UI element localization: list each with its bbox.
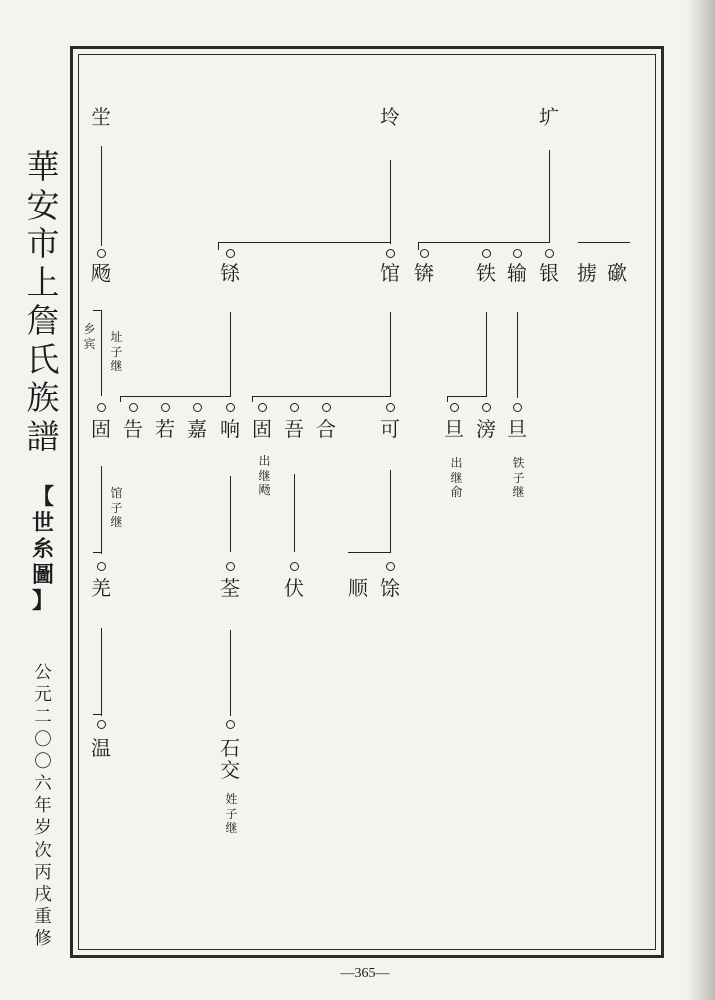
line-h: [418, 242, 550, 243]
circle-marker: [290, 403, 299, 412]
line-v: [390, 160, 391, 244]
circle-marker: [322, 403, 331, 412]
person-gen3: 合: [316, 417, 336, 441]
line-v: [390, 470, 391, 552]
circle-marker: [482, 403, 491, 412]
person-gen5: 温: [91, 736, 111, 760]
circle-marker: [450, 403, 459, 412]
circle-marker: [545, 249, 554, 258]
section-bracket-open: 【: [31, 484, 54, 510]
circle-marker: [97, 720, 106, 729]
line-v: [418, 242, 419, 250]
person-gen4: 馀: [380, 576, 400, 600]
revision-date: 公元二〇〇六年岁次丙戌重修: [34, 663, 52, 950]
circle-marker: [420, 249, 429, 258]
circle-marker: [290, 562, 299, 571]
line-h: [348, 552, 391, 553]
person-gen1: 坣: [91, 105, 111, 129]
section-label: [21, 484, 65, 614]
circle-marker: [386, 562, 395, 571]
circle-marker: [482, 249, 491, 258]
person-gen3: 响: [220, 417, 240, 441]
line-h: [120, 396, 231, 397]
circle-marker: [258, 403, 267, 412]
circle-marker: [386, 403, 395, 412]
person-gen3: 嘉: [187, 417, 207, 441]
line-v: [230, 630, 231, 716]
person-gen3: 固: [252, 417, 272, 441]
line-v: [101, 146, 102, 246]
line-v: [517, 312, 518, 398]
line-v: [120, 396, 121, 402]
person-gen2: 银: [539, 261, 559, 285]
line-v: [230, 312, 231, 396]
line-v: [230, 476, 231, 552]
person-gen3: 若: [155, 417, 175, 441]
person-gen4: 伏: [284, 576, 304, 600]
circle-marker: [513, 403, 522, 412]
line-h: [93, 714, 101, 715]
person-gen1: 圹: [539, 105, 559, 129]
circle-marker: [161, 403, 170, 412]
annotation-note: 馆子继: [110, 486, 123, 529]
line-v: [486, 312, 487, 396]
person-gen3: 旦: [444, 417, 464, 441]
line-h: [93, 310, 101, 311]
line-v: [218, 242, 219, 250]
line-v: [101, 310, 102, 396]
annotation-note: 乡宾: [83, 322, 96, 351]
line-v: [294, 474, 295, 552]
circle-marker: [97, 403, 106, 412]
circle-marker: [226, 403, 235, 412]
line-h: [93, 552, 101, 553]
person-gen4: 顺: [348, 576, 368, 600]
annotation-note: 姓子继: [225, 792, 238, 835]
person-gen5: 石交: [220, 736, 240, 782]
inner-frame: [78, 54, 656, 950]
person-gen3: 滂: [476, 417, 496, 441]
line-v: [390, 312, 391, 396]
line-h: [578, 242, 630, 243]
line-v: [101, 466, 102, 554]
person-gen3: 告: [123, 417, 143, 441]
person-gen2: 掳: [577, 261, 597, 285]
person-gen3: 吾: [284, 417, 304, 441]
section-bracket-close: 】: [31, 588, 54, 614]
book-title: 華安市上詹氏族譜: [26, 147, 60, 456]
person-gen2: 铁: [476, 261, 496, 285]
annotation-note: 出继飏: [258, 454, 271, 497]
circle-marker: [97, 249, 106, 258]
annotation-note: 出继俞: [450, 456, 463, 499]
person-gen3: 旦: [507, 417, 527, 441]
person-gen2: 䃢: [607, 261, 627, 285]
circle-marker: [97, 562, 106, 571]
line-v: [447, 396, 448, 402]
line-v: [101, 628, 102, 716]
line-h: [252, 396, 391, 397]
circle-marker: [386, 249, 395, 258]
page-number: —365—: [340, 966, 390, 981]
circle-marker: [226, 562, 235, 571]
page-edge-shadow: [687, 0, 715, 1000]
person-gen2: 馆: [380, 261, 400, 285]
person-gen4: 羌: [91, 576, 111, 600]
annotation-note: 址子继: [110, 330, 123, 373]
circle-marker: [129, 403, 138, 412]
circle-marker: [193, 403, 202, 412]
person-gen3: 可: [380, 417, 400, 441]
section-title: 世糸圖: [31, 510, 54, 588]
person-gen2: 铩: [220, 261, 240, 285]
line-h: [218, 242, 391, 243]
person-gen3: 固: [91, 417, 111, 441]
person-gen4: 荃: [220, 576, 240, 600]
person-gen2: 飏: [91, 261, 111, 285]
line-v: [252, 396, 253, 402]
person-gen1: 坽: [380, 105, 400, 129]
circle-marker: [226, 249, 235, 258]
person-gen2: 输: [507, 261, 527, 285]
line-h: [447, 396, 487, 397]
circle-marker: [226, 720, 235, 729]
person-gen2: 锛: [414, 261, 434, 285]
line-v: [549, 150, 550, 242]
circle-marker: [513, 249, 522, 258]
annotation-note: 铁子继: [512, 456, 525, 499]
